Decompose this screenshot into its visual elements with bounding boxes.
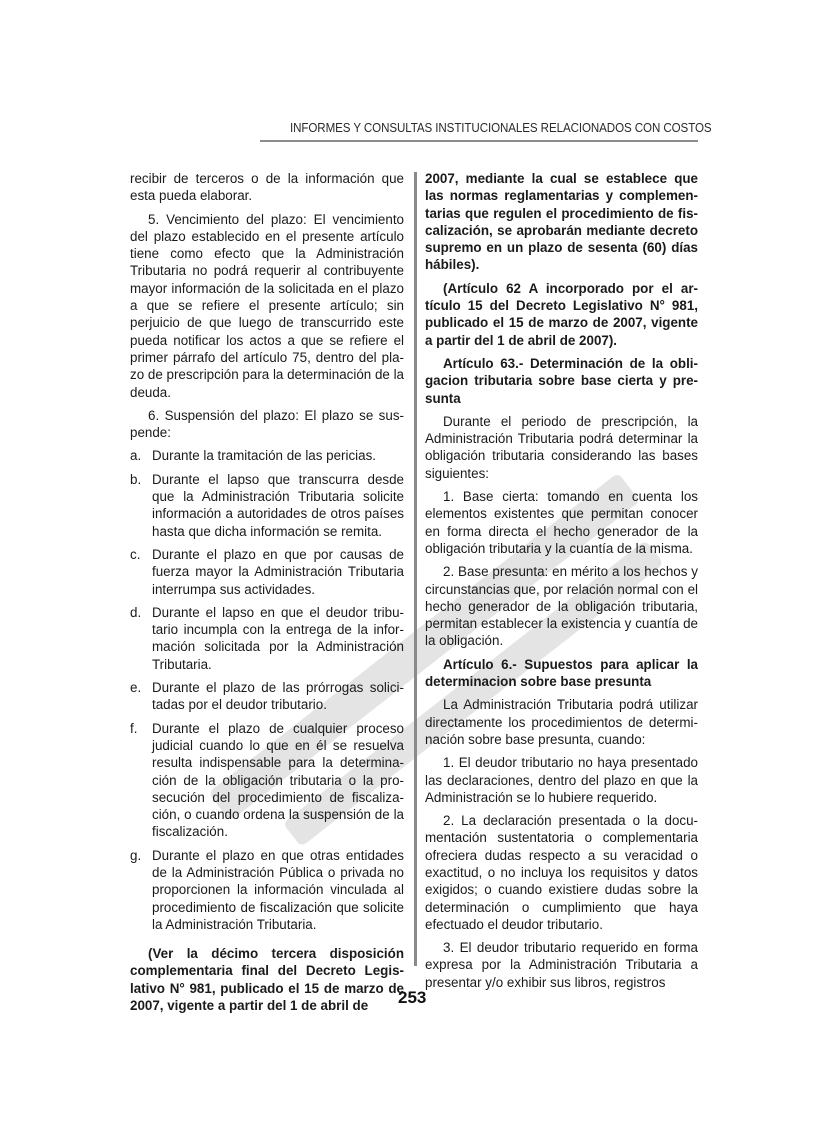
article-63-intro: Durante el periodo de prescripción, la Administración Tributaria podrá determinar la obligación tributaria considerando las bases siguientes: <box>425 413 698 481</box>
list-marker: d. <box>130 604 142 620</box>
list-marker: c. <box>130 546 141 562</box>
list-text: Durante el plazo en que otras entidades de la Administración Pública o privada no proporcionen la información vinculada al procedimiento de fiscalización que solicite la Administración Tributaria. <box>152 847 404 932</box>
decree-note: (Ver la décimo tercera disposición complementaria final del Decreto Legislativo N° 981, publicado el 15 de marzo de 2007, vigente a partir del 1 de abril de <box>130 946 404 1014</box>
list-item <box>130 720 404 841</box>
page-number: 253 <box>398 988 427 1007</box>
list-marker: g. <box>130 847 142 863</box>
list-marker: b. <box>130 471 142 487</box>
list-text: Durante el plazo en que por causas de fuerza mayor la Administración Tributaria interrumpa sus actividades. <box>152 546 404 597</box>
list-item <box>130 471 404 540</box>
list-marker: f. <box>130 720 138 736</box>
article-63-item-2: 2. Base presunta: en mérito a los hechos y circunstancias que, por relación normal con el hecho generador de la obligación tributaria, permitan establecer la existencia y cuantía de la obligación. <box>425 564 698 649</box>
header-rule <box>260 140 698 142</box>
article-63-heading: Artículo 63.- Determinación de la obligacion tributaria sobre base cierta y presunta <box>425 355 698 406</box>
column-divider <box>414 172 417 966</box>
list-marker: e. <box>130 680 142 696</box>
left-column <box>130 170 404 1020</box>
article-6-item-3: 3. El deudor tributario requerido en forma expresa por la Administración Tributaria a presentar y/o exhibir sus libros, registros <box>425 940 698 990</box>
list-text: Durante el plazo de cualquier proceso judicial cuando lo que en él se resuelva resulta indispensable para la determinación de la obligación tributaria o la prosecución del procedimiento de fiscalización, o cuando ordena la suspensión de la fiscalización. <box>152 720 404 840</box>
article-63-item-1: 1. Base cierta: tomando en cuenta los elementos existentes que permitan conocer en forma directa el hecho generador de la obligación tributaria y la cuantía de la misma. <box>425 489 698 556</box>
list-text: Durante el lapso en que el deudor tributario incumpla con la entrega de la información solicitada por la Administración Tributaria. <box>152 604 404 672</box>
suspension-list <box>130 447 404 933</box>
list-marker: a. <box>130 448 142 464</box>
paragraph-continuation: recibir de terceros o de la información que esta pueda elaborar. <box>130 171 404 204</box>
list-text: Durante el lapso que transcurra desde que la Administración Tributaria solicite información a autoridades de otros países hasta que dicha información se remita. <box>152 471 404 539</box>
decree-note-continuation: 2007, mediante la cual se establece que las normas reglamentarias y complementarias que regulen el procedimiento de fiscalización, se aprobarán mediante decreto supremo en un plazo de sesenta (60) días hábiles). <box>425 171 698 273</box>
article-6-item-1: 1. El deudor tributario no haya presentado las declaraciones, dentro del plazo en que la Administración se lo hubiere requerido. <box>425 755 698 805</box>
list-item <box>130 546 404 598</box>
right-column <box>425 170 698 997</box>
list-item <box>130 604 404 673</box>
list-text: Durante el plazo de las prórrogas solicitadas por el deudor tributario. <box>152 680 404 713</box>
article-6-intro: La Administración Tributaria podrá utilizar directamente los procedimientos de determinación sobre base presunta, cuando: <box>425 697 698 747</box>
list-item <box>130 679 404 714</box>
article-6-heading: Artículo 6.- Supuestos para aplicar la determinacion sobre base presunta <box>425 656 698 690</box>
paragraph-item-5: 5. Vencimiento del plazo: El vencimiento del plazo establecido en el presente artículo tiene como efecto que la Administración Tributaria no podrá requerir al contribuyente mayor información de la solicitada en el plazo a que se refiere el presente artículo; sin perjuicio de que luego de transcurrido este pueda notificar los actos a que se refiere el primer párrafo del artículo 75, dentro del plazo de prescripción para la determinación de la deuda. <box>130 211 404 400</box>
article-6-item-2: 2. La declaración presentada o la documentación sustentatoria o complementaria ofreciera dudas respecto a su veracidad o exactitud, o no incluya los requisitos y datos exigidos; o cuando existiere dudas sobre la determinación o cumplimiento que haya efectuado el deudor tributario. <box>425 813 698 932</box>
list-item <box>130 847 404 933</box>
list-text: Durante la tramitación de las pericias. <box>152 448 377 464</box>
list-item <box>130 447 404 464</box>
article-62a-note: (Artículo 62 A incorporado por el artículo 15 del Decreto Legislativo N° 981, publicado el 15 de marzo de 2007, vigente a partir del 1 de abril de 2007). <box>425 280 698 348</box>
running-header: INFORMES Y CONSULTAS INSTITUCIONALES RELACIONADOS CON COSTOS <box>290 121 712 135</box>
paragraph-item-6: 6. Suspensión del plazo: El plazo se suspende: <box>130 407 404 441</box>
